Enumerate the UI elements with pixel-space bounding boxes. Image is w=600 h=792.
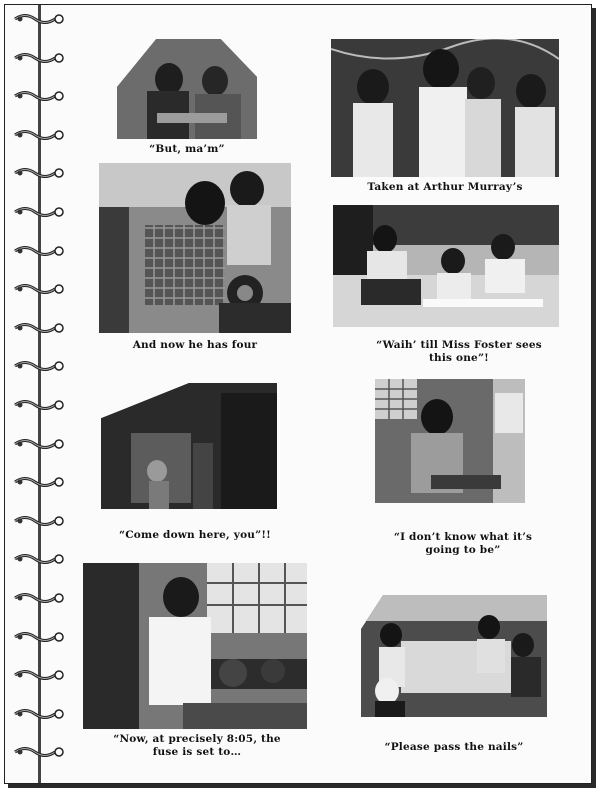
photo-but-maam [117,39,257,139]
photo-come-down-here [101,383,277,509]
caption-miss-foster: “Waih’ till Miss Foster sees this one”! [376,339,542,364]
binding-ring [13,706,65,722]
binding-ring [13,281,65,297]
photo-precisely-805 [83,563,307,729]
photo-pass-the-nails [361,595,547,717]
photo-and-now-four [99,163,291,333]
binding-ring [13,88,65,104]
caption-but-maam: “But, ma’m” [149,143,225,155]
binding-ring [13,165,65,181]
yearbook-page [4,4,592,784]
caption-and-now-four: And now he has four [132,339,258,351]
caption-dont-know: “I don’t know what it’s going to be” [393,531,533,556]
caption-pass-the-nails: “Please pass the nails” [384,741,524,753]
caption-come-down-here: “Come down here, you”!! [119,529,271,541]
binding-ring [13,474,65,490]
binding-ring [13,590,65,606]
binding-ring [13,551,65,567]
binding-ring [13,358,65,374]
binding-ring [13,243,65,259]
binding-ring [13,320,65,336]
binding-ring [13,204,65,220]
photo-miss-foster [333,205,559,327]
binding-ring [13,513,65,529]
caption-precisely-805: “Now, at precisely 8:05, the fuse is set to… [113,733,281,758]
binding-ring [13,667,65,683]
binding-ring [13,744,65,760]
binding-ring [13,397,65,413]
photo-dont-know [375,379,525,503]
binding-ring [13,436,65,452]
binding-ring [13,50,65,66]
binding-ring [13,629,65,645]
binding-ring [13,127,65,143]
photo-arthur-murray [331,39,559,177]
binding-ring [13,11,65,27]
caption-arthur-murray: Taken at Arthur Murray’s [367,181,523,193]
